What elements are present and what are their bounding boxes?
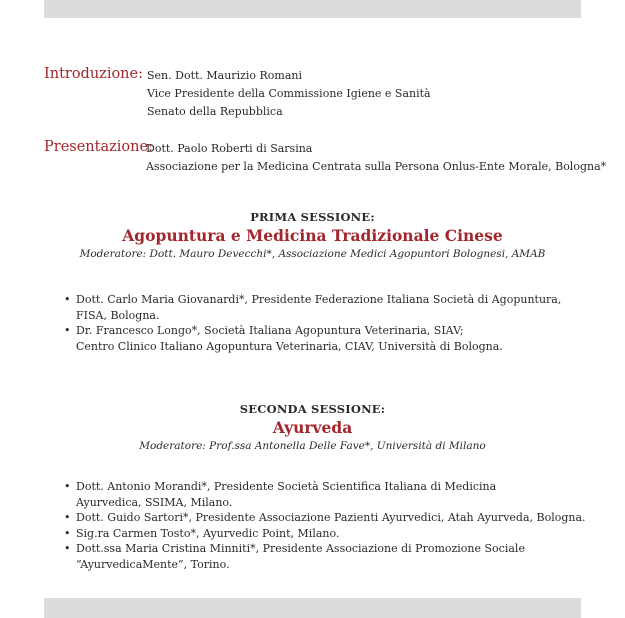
- speaker-line: FISA, Bologna.: [76, 308, 160, 322]
- list-item: [64, 541, 594, 572]
- list-item: [64, 526, 594, 542]
- speaker-list-seconda: [64, 479, 594, 572]
- bullet-icon: •: [64, 480, 71, 493]
- session-heading: PRIMA SESSIONE:: [250, 210, 375, 224]
- introduzione-block: [44, 66, 584, 126]
- bullet-icon: •: [64, 526, 71, 540]
- introduzione-line: Vice Presidente della Commissione Igiene e Sanità: [147, 87, 431, 100]
- introduzione-details: [147, 67, 431, 121]
- list-item: [64, 510, 594, 526]
- session-title: Agopuntura e Medicina Tradizionale Cinese: [122, 226, 503, 245]
- bullet-icon: •: [64, 324, 71, 337]
- bullet-icon: •: [64, 293, 71, 306]
- session-heading: SECONDA SESSIONE:: [239, 402, 386, 416]
- introduzione-line: Senato della Repubblica: [147, 105, 283, 118]
- speaker-line: Dott. Guido Sartori*, Presidente Associazione Pazienti Ayurvedici, Atah Ayurveda, Bologna.: [76, 511, 586, 524]
- speaker-list-prima: [64, 292, 594, 354]
- introduzione-line: Sen. Dott. Maurizio Romani: [147, 69, 303, 82]
- bullet-icon: •: [64, 542, 71, 555]
- speaker-line: Dott. Carlo Maria Giovanardi*, Presidente Federazione Italiana Società di Agopuntura,: [76, 293, 562, 306]
- presentazione-details: [146, 140, 606, 176]
- bullet-icon: •: [64, 511, 71, 524]
- speaker-line: Sig.ra Carmen Tosto*, Ayurvedic Point, Milano.: [76, 526, 340, 540]
- presentazione-block: [44, 139, 607, 179]
- list-item: [64, 292, 594, 323]
- speaker-line: Dr. Francesco Longo*, Società Italiana Agopuntura Veterinaria, SIAV;: [76, 324, 464, 337]
- speaker-line: Ayurvedica, SSIMA, Milano.: [76, 495, 233, 509]
- introduzione-label: Introduzione:: [44, 66, 143, 82]
- speaker-line: Dott.ssa Maria Cristina Minniti*, Presidente Associazione di Promozione Sociale: [76, 542, 525, 555]
- session-title: Ayurveda: [272, 418, 353, 437]
- speaker-line: Dott. Antonio Morandi*, Presidente Società Scientifica Italiana di Medicina: [76, 480, 497, 493]
- session-header-prima: [0, 208, 625, 262]
- session-moderator: Moderatore: Dott. Mauro Devecchi*, Associazione Medici Agopuntori Bolognesi, AMAB: [79, 248, 546, 260]
- list-item: [64, 323, 594, 354]
- session-header-seconda: [0, 400, 625, 454]
- presentazione-line: Associazione per la Medicina Centrata sulla Persona Onlus-Ente Morale, Bologna*: [146, 160, 607, 173]
- list-item: [64, 479, 594, 510]
- top-decorative-bar: [44, 0, 581, 18]
- session-moderator: Moderatore: Prof.ssa Antonella Delle Fave*, Università di Milano: [139, 440, 486, 452]
- speaker-line: Centro Clinico Italiano Agopuntura Veterinaria, CIAV, Università di Bologna.: [76, 339, 503, 353]
- presentazione-line: Dott. Paolo Roberti di Sarsina: [146, 142, 313, 155]
- bottom-decorative-bar: [44, 598, 581, 618]
- speaker-line: “AyurvedicaMente”, Torino.: [76, 557, 230, 571]
- presentazione-label: Presentazione:: [44, 139, 153, 155]
